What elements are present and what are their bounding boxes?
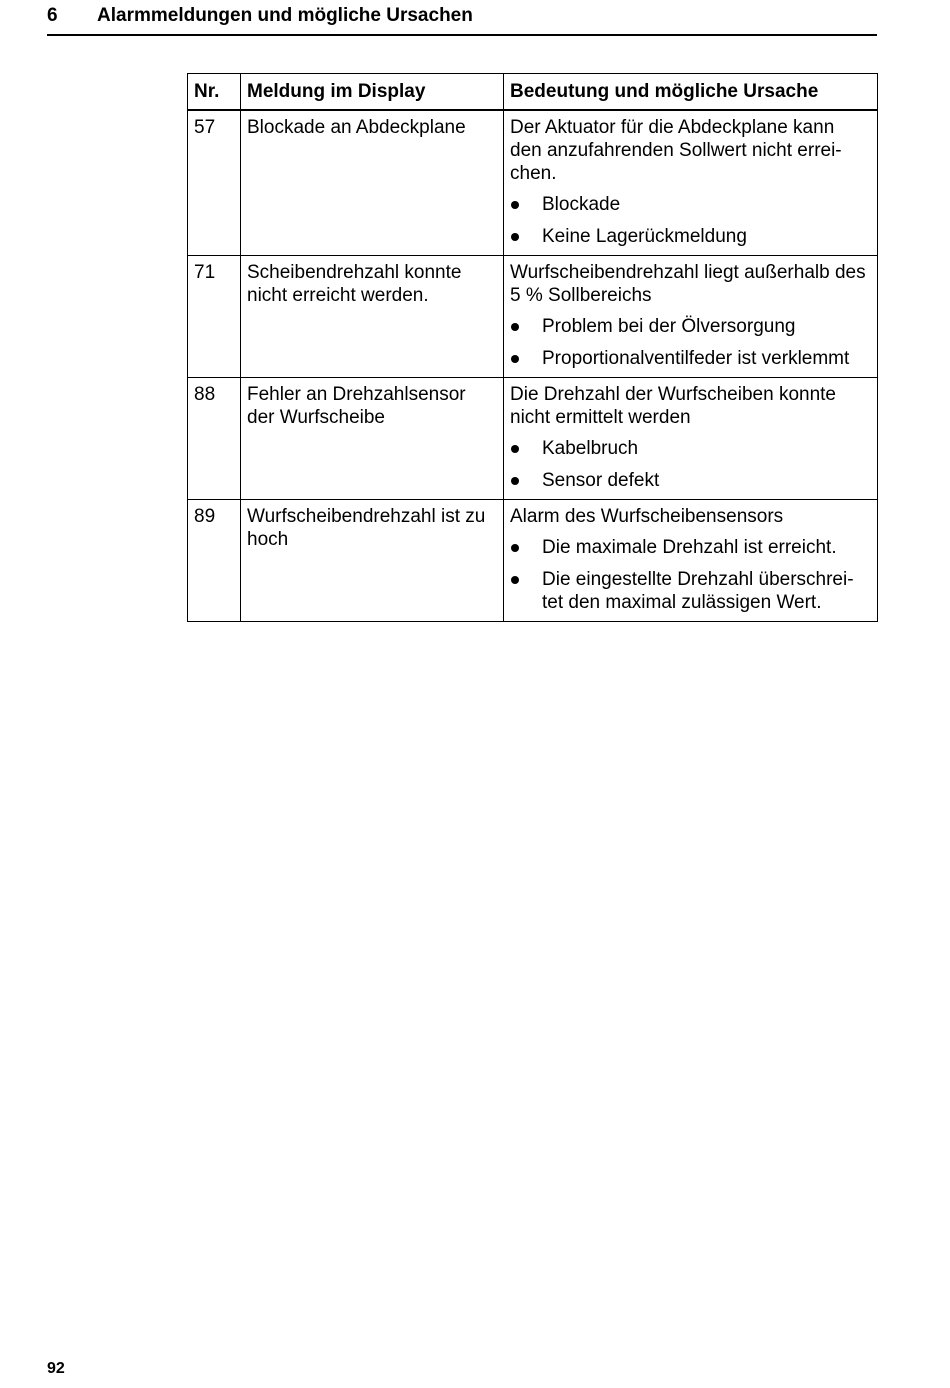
alarm-number: 71 (188, 256, 241, 378)
display-message: Fehler an Drehzahlsensor der Wurfscheibe (241, 378, 504, 500)
table-header-row (188, 74, 878, 111)
header-meaning: Bedeutung und mögliche Ursache (504, 74, 878, 111)
table-row (188, 110, 878, 256)
bullet-icon (511, 233, 519, 241)
cause-list (510, 437, 871, 492)
bullet-icon (511, 477, 519, 485)
alarm-number: 89 (188, 500, 241, 622)
cause-text: Blockade (542, 194, 621, 215)
table-row (188, 500, 878, 622)
page-number: 92 (47, 1360, 65, 1377)
list-item (510, 347, 871, 370)
bullet-icon (511, 355, 519, 363)
list-item (510, 315, 871, 338)
display-message: Scheibendrehzahl konnte nicht erreicht werden. (241, 256, 504, 378)
cause-list (510, 193, 871, 248)
meaning-text: Die Drehzahl der Wurfscheiben konnte nicht ermittelt werden (510, 384, 836, 428)
alarm-table (187, 73, 878, 622)
list-item (510, 469, 871, 492)
list-item (510, 193, 871, 216)
chapter-title: Alarmmeldungen und mögliche Ursachen (97, 5, 473, 26)
cause-text: Keine Lagerückmeldung (542, 226, 747, 247)
meaning-cell (504, 110, 878, 256)
bullet-icon (511, 445, 519, 453)
list-item (510, 225, 871, 248)
cause-text: Proportionalventilfeder ist verklemmt (542, 348, 850, 369)
cause-list (510, 315, 871, 370)
meaning-cell (504, 256, 878, 378)
table-row (188, 378, 878, 500)
meaning-cell (504, 500, 878, 622)
display-message: Blockade an Abdeckplane (241, 110, 504, 256)
meaning-text: Wurfscheibendrehzahl liegt außerhalb des 5 % Sollbereichs (510, 262, 866, 306)
list-item (510, 536, 871, 559)
cause-text: Die maximale Drehzahl ist erreicht. (542, 537, 837, 558)
meaning-text: Der Aktuator für die Abdeckplane kann den anzufahrenden Sollwert nicht errei-chen. (510, 117, 842, 184)
chapter-number: 6 (47, 5, 58, 26)
cause-text: Die eingestellte Drehzahl überschrei-tet den maximal zulässigen Wert. (542, 569, 854, 613)
display-message: Wurfscheibendrehzahl ist zu hoch (241, 500, 504, 622)
alarm-number: 57 (188, 110, 241, 256)
meaning-cell (504, 378, 878, 500)
list-item (510, 437, 871, 460)
bullet-icon (511, 201, 519, 209)
page-header (47, 4, 877, 36)
bullet-icon (511, 544, 519, 552)
header-nr: Nr. (188, 74, 241, 111)
cause-text: Sensor defekt (542, 470, 660, 491)
meaning-text: Alarm des Wurfscheibensensors (510, 506, 784, 527)
cause-text: Kabelbruch (542, 438, 639, 459)
cause-text: Problem bei der Ölversorgung (542, 316, 796, 337)
bullet-icon (511, 323, 519, 331)
cause-list (510, 536, 871, 614)
header-message: Meldung im Display (241, 74, 504, 111)
list-item (510, 568, 871, 614)
bullet-icon (511, 576, 519, 584)
alarm-number: 88 (188, 378, 241, 500)
table-row (188, 256, 878, 378)
